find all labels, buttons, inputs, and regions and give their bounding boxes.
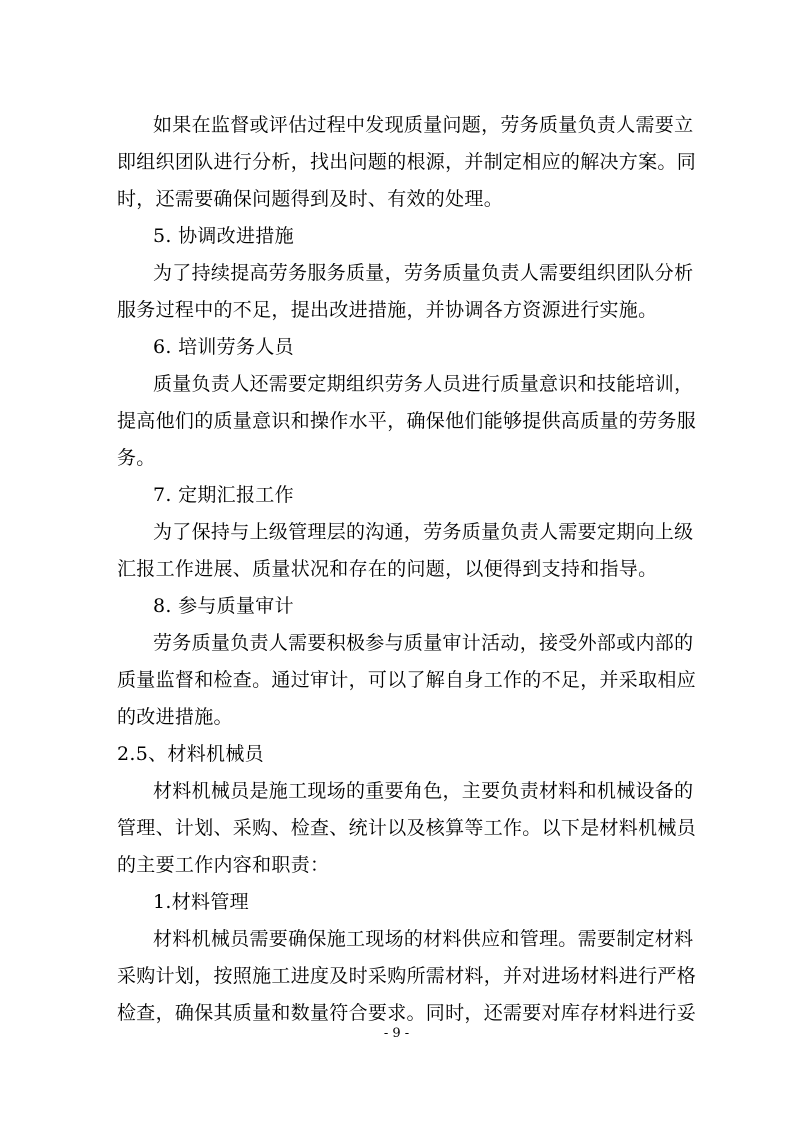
- paragraph-line: 材料机械员是施工现场的重要角色，主要负责材料和机械设备的: [153, 780, 694, 802]
- section-heading: 2.5、材料机械员: [117, 743, 264, 765]
- paragraph-line: 为了保持与上级管理层的沟通，劳务质量负责人需要定期向上级: [153, 521, 694, 543]
- paragraph-line: 如果在监督或评估过程中发现质量问题，劳务质量负责人需要立: [153, 114, 694, 136]
- paragraph-line: 劳务质量负责人需要积极参与质量审计活动，接受外部或内部的: [153, 632, 694, 654]
- paragraph-line: 时，还需要确保问题得到及时、有效的处理。: [117, 188, 504, 210]
- paragraph-line: 服务过程中的不足，提出改进措施，并协调各方资源进行实施。: [117, 299, 658, 321]
- paragraph-line: 管理、计划、采购、检查、统计以及核算等工作。以下是材料机械员: [117, 817, 697, 839]
- section-heading: 6. 培训劳务人员: [153, 336, 294, 358]
- paragraph-line: 质量负责人还需要定期组织劳务人员进行质量意识和技能培训，: [153, 373, 694, 395]
- section-heading: 8. 参与质量审计: [153, 595, 294, 617]
- page-number: - 9 -: [383, 1026, 410, 1041]
- paragraph-line: 汇报工作进展、质量状况和存在的问题，以便得到支持和指导。: [117, 558, 658, 580]
- paragraph-line: 为了持续提高劳务服务质量，劳务质量负责人需要组织团队分析: [153, 262, 694, 284]
- section-heading: 7. 定期汇报工作: [153, 484, 294, 506]
- section-heading: 5. 协调改进措施: [153, 225, 294, 247]
- paragraph-line: 检查，确保其质量和数量符合要求。同时，还需要对库存材料进行妥: [117, 1002, 697, 1024]
- paragraph-line: 提高他们的质量意识和操作水平，确保他们能够提供高质量的劳务服: [117, 410, 697, 432]
- section-heading: 1.材料管理: [153, 891, 249, 913]
- paragraph-line: 的主要工作内容和职责：: [117, 854, 330, 876]
- paragraph-line: 材料机械员需要确保施工现场的材料供应和管理。需要制定材料: [153, 928, 694, 950]
- paragraph-line: 质量监督和检查。通过审计，可以了解自身工作的不足，并采取相应: [117, 669, 697, 691]
- paragraph-line: 务。: [117, 447, 156, 469]
- paragraph-line: 的改进措施。: [117, 706, 233, 728]
- paragraph-line: 采购计划，按照施工进度及时采购所需材料，并对进场材料进行严格: [117, 965, 697, 987]
- paragraph-line: 即组织团队进行分析，找出问题的根源，并制定相应的解决方案。同: [117, 151, 697, 173]
